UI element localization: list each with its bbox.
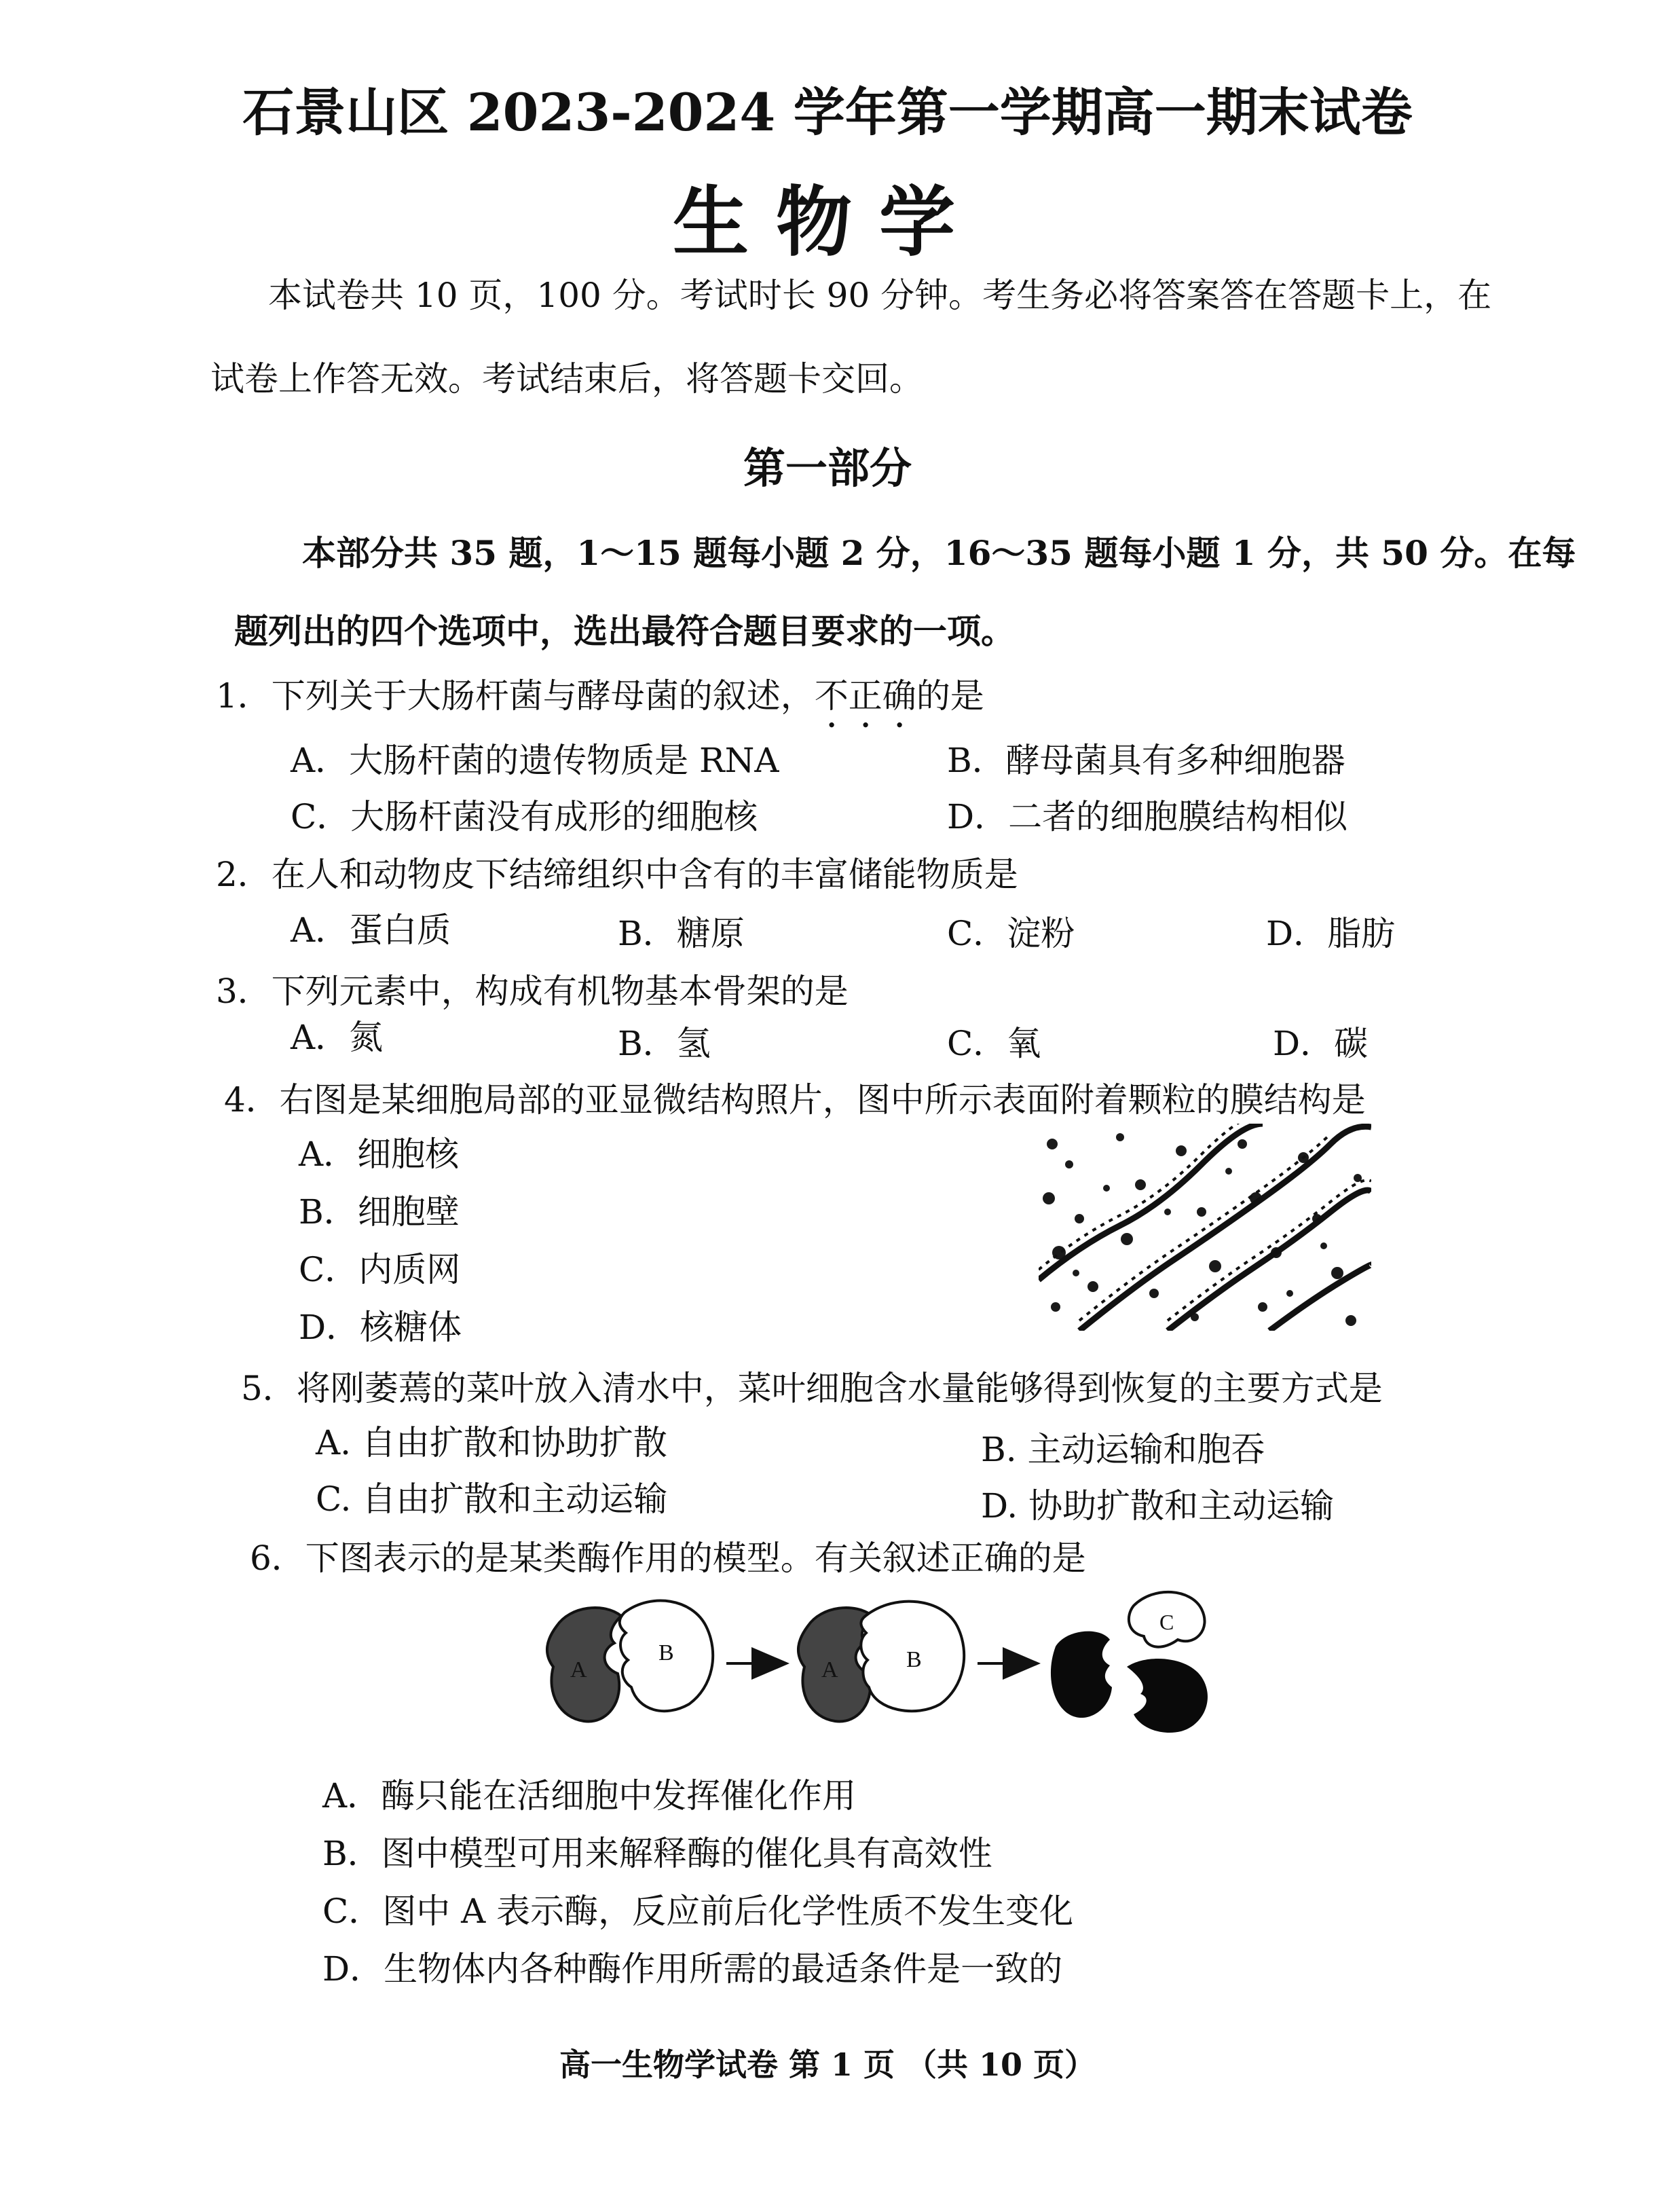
intro-line-2: 试卷上作答无效。考试结束后，将答题卡交回。 (210, 359, 923, 399)
question-3-option-d: D．碳 (1273, 1024, 1369, 1063)
enzyme-stage-2 (798, 1602, 964, 1722)
question-1-option-b: B．酵母菌具有多种细胞器 (947, 741, 1345, 780)
enzyme-model-diagram (543, 1585, 1222, 1741)
enzyme-stage-3 (1051, 1592, 1208, 1733)
question-6-option-d: D．生物体内各种酶作用所需的最适条件是一致的 (322, 1949, 1063, 1989)
question-1-stem-post: 的是 (916, 676, 984, 716)
label-b-2: B (906, 1647, 922, 1672)
question-2-stem: 2．在人和动物皮下结缔组织中含有的丰富储能物质是 (216, 855, 1018, 894)
label-a-2: A (821, 1657, 838, 1682)
intro-line-1: 本试卷共 10 页，100 分。考试时长 90 分钟。考生务必将答案答在答题卡上，在 (268, 276, 1492, 315)
question-1-stem-pre: 1．下列关于大肠杆菌与酵母菌的叙述， (216, 676, 815, 716)
question-6-option-b: B．图中模型可用来解释酶的催化具有高效性 (322, 1834, 992, 1873)
question-5-option-c: C. 自由扩散和主动运输 (316, 1479, 668, 1519)
question-1-option-d: D．二者的细胞膜结构相似 (947, 797, 1348, 836)
question-4-option-d: D．核糖体 (299, 1308, 462, 1347)
page-footer: 高一生物学试卷 第 1 页 （共 10 页） (559, 2046, 1096, 2083)
micrograph-image (1039, 1124, 1371, 1331)
question-3-stem: 3．下列元素中，构成有机物基本骨架的是 (216, 972, 849, 1011)
question-2-option-c: C．淀粉 (947, 914, 1075, 953)
question-4-stem: 4．右图是某细胞局部的亚显微结构照片，图中所示表面附着颗粒的膜结构是 (224, 1080, 1366, 1120)
question-2-option-a: A．蛋白质 (291, 910, 451, 950)
question-4-option-a: A．细胞核 (299, 1135, 460, 1174)
question-4-option-b: B．细胞壁 (299, 1192, 460, 1232)
enzyme-stage-1 (547, 1601, 713, 1722)
label-a-1: A (570, 1657, 587, 1682)
question-5-option-d: D. 协助扩散和主动运输 (981, 1486, 1335, 1526)
question-3-option-b: B．氢 (618, 1024, 711, 1063)
part-instruction-2: 题列出的四个选项中，选出最符合题目要求的一项。 (234, 611, 1015, 651)
question-6-option-c: C．图中 A 表示酶，反应前后化学性质不发生变化 (322, 1892, 1074, 1931)
question-5-option-b: B. 主动运输和胞吞 (981, 1430, 1265, 1469)
question-1-option-a: A．大肠杆菌的遗传物质是 RNA (291, 741, 779, 780)
question-1-option-c: C．大肠杆菌没有成形的细胞核 (291, 797, 758, 836)
label-b-1: B (658, 1640, 674, 1665)
question-1-emphasis: 不正确 (814, 676, 916, 716)
question-5-option-a: A. 自由扩散和协助扩散 (316, 1423, 667, 1462)
exam-title: 石景山区 2023-2024 学年第一学期高一期末试卷 (242, 82, 1413, 143)
question-3-option-c: C．氧 (947, 1024, 1041, 1063)
question-4-option-c: C．内质网 (299, 1250, 461, 1289)
question-3-option-a: A．氮 (291, 1018, 384, 1057)
question-2-option-d: D．脂肪 (1266, 914, 1396, 953)
part-heading: 第一部分 (743, 443, 912, 493)
question-1-stem (216, 669, 984, 735)
question-5-stem: 5．将刚萎蔫的菜叶放入清水中，菜叶细胞含水量能够得到恢复的主要方式是 (241, 1369, 1383, 1408)
part-instruction-1: 本部分共 35 题，1～15 题每小题 2 分，16～35 题每小题 1 分，共 50 分。在每 (302, 533, 1576, 573)
question-2-option-b: B．糖原 (618, 914, 745, 953)
question-6-stem: 6．下图表示的是某类酶作用的模型。有关叙述正确的是 (250, 1538, 1086, 1578)
product-piece-right (1127, 1659, 1208, 1733)
product-piece-left (1051, 1632, 1112, 1718)
question-6-option-a: A．酶只能在活细胞中发挥催化作用 (322, 1776, 857, 1815)
label-c: C (1159, 1610, 1174, 1634)
subject-title: 生物学 (673, 178, 982, 267)
